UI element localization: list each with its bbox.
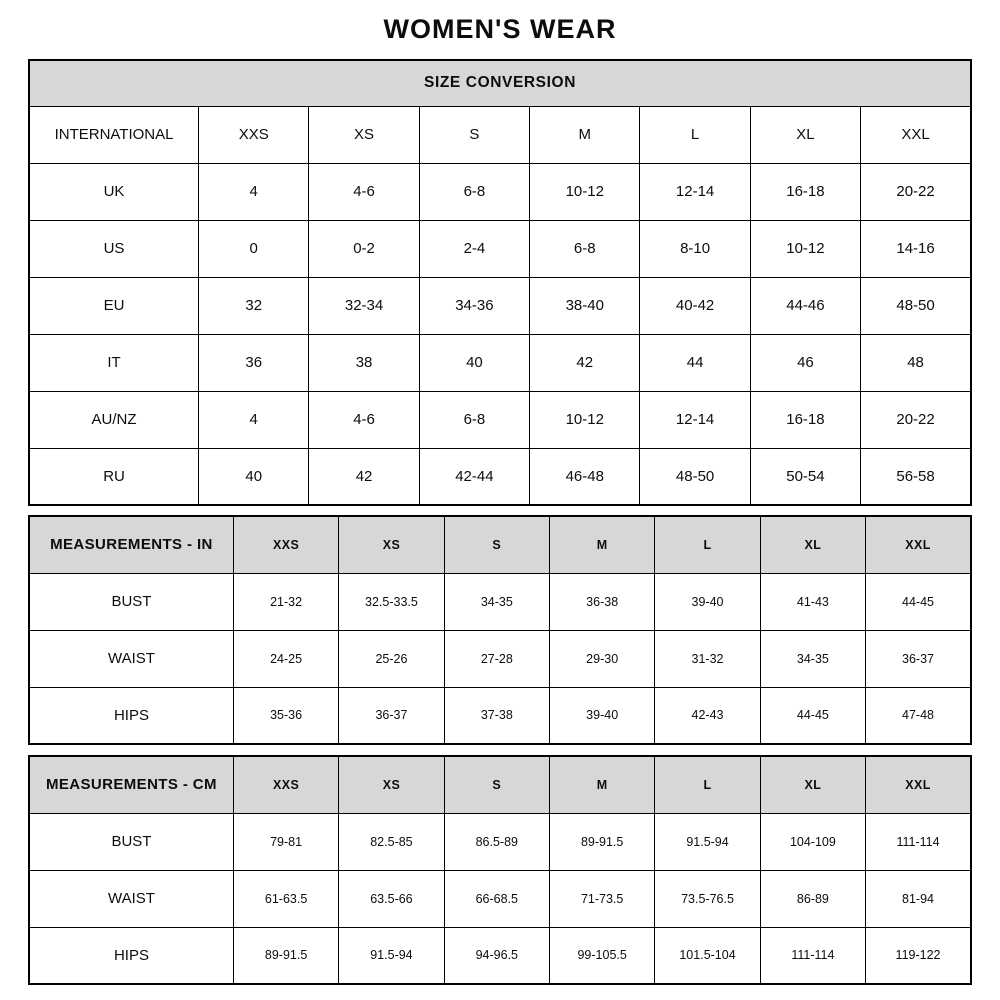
- size-value: 6-8: [419, 391, 529, 448]
- size-value: 25-26: [339, 630, 444, 687]
- size-value: 47-48: [866, 687, 971, 744]
- size-value: 36-37: [866, 630, 971, 687]
- size-value: 41-43: [760, 573, 865, 630]
- region-label: UK: [29, 163, 199, 220]
- column-header-size: M: [549, 516, 654, 573]
- column-header-size: S: [419, 106, 529, 163]
- size-value: 104-109: [760, 813, 865, 870]
- size-value: 94-96.5: [444, 927, 549, 984]
- size-value: 56-58: [861, 448, 971, 505]
- size-value: 16-18: [750, 391, 860, 448]
- column-header-size: L: [655, 756, 760, 813]
- size-value: 10-12: [530, 391, 640, 448]
- size-value: 46: [750, 334, 860, 391]
- size-value: 119-122: [866, 927, 971, 984]
- measurements-header: MEASUREMENTS - IN: [29, 516, 233, 573]
- size-value: 31-32: [655, 630, 760, 687]
- size-value: 91.5-94: [339, 927, 444, 984]
- size-value: 42-43: [655, 687, 760, 744]
- size-value: 48-50: [861, 277, 971, 334]
- measurements-cm-table: [28, 755, 972, 985]
- size-conversion-table: [28, 59, 972, 506]
- column-header-size: L: [655, 516, 760, 573]
- size-value: 38-40: [530, 277, 640, 334]
- column-header-size: M: [549, 756, 654, 813]
- size-value: 63.5-66: [339, 870, 444, 927]
- size-value: 39-40: [655, 573, 760, 630]
- page-title: WOMEN'S WEAR: [383, 14, 617, 44]
- table-row: [29, 687, 971, 744]
- size-value: 27-28: [444, 630, 549, 687]
- size-value: 29-30: [549, 630, 654, 687]
- size-value: 73.5-76.5: [655, 870, 760, 927]
- table-row: [29, 927, 971, 984]
- size-value: 4-6: [309, 391, 419, 448]
- table-row: [29, 573, 971, 630]
- table-row: [29, 391, 971, 448]
- size-chart-page: [28, 0, 972, 985]
- size-value: 44-45: [760, 687, 865, 744]
- size-value: 40-42: [640, 277, 750, 334]
- size-value: 82.5-85: [339, 813, 444, 870]
- column-header-size: XXS: [233, 516, 338, 573]
- size-value: 48-50: [640, 448, 750, 505]
- size-value: 71-73.5: [549, 870, 654, 927]
- measurement-label: HIPS: [29, 927, 233, 984]
- table-row: [29, 630, 971, 687]
- table-row: [29, 163, 971, 220]
- size-value: 111-114: [866, 813, 971, 870]
- size-value: 20-22: [861, 391, 971, 448]
- column-header-size: XXS: [233, 756, 338, 813]
- column-header-row: [29, 106, 971, 163]
- size-value: 6-8: [530, 220, 640, 277]
- size-value: 32: [199, 277, 309, 334]
- size-value: 36-37: [339, 687, 444, 744]
- measurement-label: BUST: [29, 573, 233, 630]
- size-value: 39-40: [549, 687, 654, 744]
- size-value: 36: [199, 334, 309, 391]
- size-conversion-header: SIZE CONVERSION: [29, 60, 971, 106]
- region-label: US: [29, 220, 199, 277]
- size-value: 35-36: [233, 687, 338, 744]
- size-value: 14-16: [861, 220, 971, 277]
- measurements-in-table: [28, 515, 972, 745]
- size-value: 61-63.5: [233, 870, 338, 927]
- size-value: 37-38: [444, 687, 549, 744]
- column-header-size: XXL: [866, 756, 971, 813]
- size-value: 38: [309, 334, 419, 391]
- size-value: 86-89: [760, 870, 865, 927]
- size-value: 81-94: [866, 870, 971, 927]
- region-label: EU: [29, 277, 199, 334]
- column-header-row: [29, 756, 971, 813]
- size-value: 44-46: [750, 277, 860, 334]
- column-header-size: M: [530, 106, 640, 163]
- size-value: 24-25: [233, 630, 338, 687]
- size-value: 79-81: [233, 813, 338, 870]
- column-header-size: S: [444, 516, 549, 573]
- size-value: 34-35: [760, 630, 865, 687]
- table-row: [29, 813, 971, 870]
- size-value: 89-91.5: [549, 813, 654, 870]
- size-value: 91.5-94: [655, 813, 760, 870]
- size-value: 42-44: [419, 448, 529, 505]
- size-value: 2-4: [419, 220, 529, 277]
- region-label: AU/NZ: [29, 391, 199, 448]
- size-value: 111-114: [760, 927, 865, 984]
- column-header-size: XS: [339, 756, 444, 813]
- size-value: 50-54: [750, 448, 860, 505]
- size-value: 34-35: [444, 573, 549, 630]
- measurements-header: MEASUREMENTS - CM: [29, 756, 233, 813]
- size-value: 32-34: [309, 277, 419, 334]
- measurement-label: HIPS: [29, 687, 233, 744]
- column-header-size: XL: [760, 516, 865, 573]
- column-header-international: INTERNATIONAL: [29, 106, 199, 163]
- size-value: 20-22: [861, 163, 971, 220]
- size-value: 36-38: [549, 573, 654, 630]
- column-header-size: XS: [339, 516, 444, 573]
- measurement-label: BUST: [29, 813, 233, 870]
- size-value: 89-91.5: [233, 927, 338, 984]
- size-value: 66-68.5: [444, 870, 549, 927]
- table-row: [29, 220, 971, 277]
- size-value: 12-14: [640, 163, 750, 220]
- size-value: 42: [530, 334, 640, 391]
- measurement-label: WAIST: [29, 630, 233, 687]
- size-value: 21-32: [233, 573, 338, 630]
- size-value: 40: [199, 448, 309, 505]
- column-header-size: XL: [760, 756, 865, 813]
- column-header-size: XXS: [199, 106, 309, 163]
- size-value: 4: [199, 391, 309, 448]
- table-row: [29, 448, 971, 505]
- measurement-label: WAIST: [29, 870, 233, 927]
- size-value: 86.5-89: [444, 813, 549, 870]
- region-label: RU: [29, 448, 199, 505]
- column-header-size: L: [640, 106, 750, 163]
- size-value: 48: [861, 334, 971, 391]
- table-row: [29, 870, 971, 927]
- size-value: 10-12: [750, 220, 860, 277]
- size-value: 34-36: [419, 277, 529, 334]
- column-header-size: XXL: [866, 516, 971, 573]
- column-header-size: S: [444, 756, 549, 813]
- size-value: 101.5-104: [655, 927, 760, 984]
- size-value: 44: [640, 334, 750, 391]
- size-value: 4-6: [309, 163, 419, 220]
- size-value: 46-48: [530, 448, 640, 505]
- size-value: 32.5-33.5: [339, 573, 444, 630]
- size-value: 12-14: [640, 391, 750, 448]
- size-value: 10-12: [530, 163, 640, 220]
- size-value: 4: [199, 163, 309, 220]
- size-value: 40: [419, 334, 529, 391]
- size-value: 6-8: [419, 163, 529, 220]
- size-value: 16-18: [750, 163, 860, 220]
- table-row: [29, 277, 971, 334]
- column-header-size: XL: [750, 106, 860, 163]
- table-banner-row: [29, 60, 971, 106]
- column-header-size: XS: [309, 106, 419, 163]
- size-value: 42: [309, 448, 419, 505]
- size-value: 44-45: [866, 573, 971, 630]
- column-header-size: XXL: [861, 106, 971, 163]
- size-value: 0-2: [309, 220, 419, 277]
- size-value: 0: [199, 220, 309, 277]
- size-value: 99-105.5: [549, 927, 654, 984]
- size-value: 8-10: [640, 220, 750, 277]
- region-label: IT: [29, 334, 199, 391]
- table-row: [29, 334, 971, 391]
- column-header-row: [29, 516, 971, 573]
